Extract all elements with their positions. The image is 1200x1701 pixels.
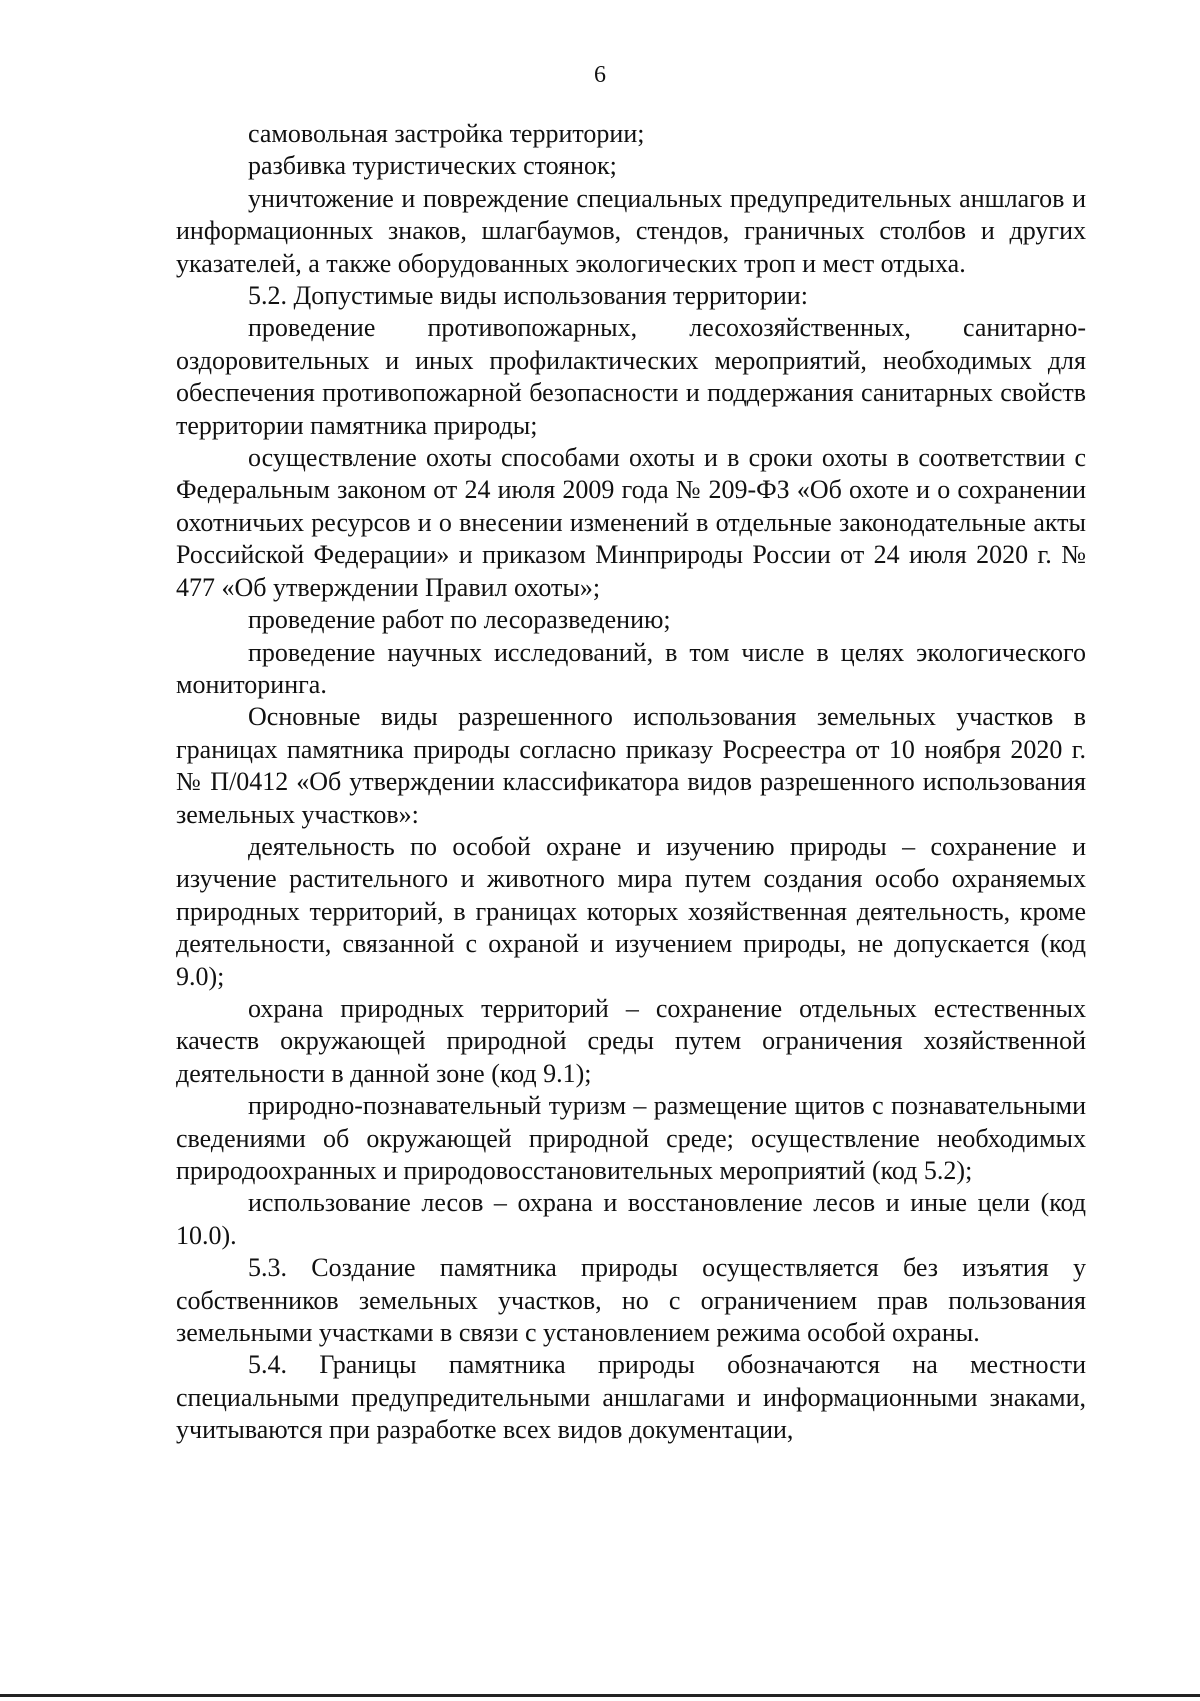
paragraph: охрана природных территорий – сохранение отдельных естественных качеств окружающей природной среды путем ограничения хозяйственной деятельности в данной зоне (код 9.1); bbox=[176, 993, 1086, 1088]
paragraph: проведение работ по лесоразведению; bbox=[248, 605, 671, 635]
scan-bottom-edge bbox=[0, 1694, 1200, 1697]
section-heading-5-2: 5.2. Допустимые виды использования территории: bbox=[248, 281, 808, 311]
paragraph: уничтожение и повреждение специальных предупредительных аншлагов и информационных знаков, шлагбаумов, стендов, граничных столбов и других указателей, а также оборудованных экологических троп и мест отдыха. bbox=[176, 183, 1086, 278]
paragraph: проведение противопожарных, лесохозяйственных, санитарно-оздоровительных и иных профилактических мероприятий, необходимых для обеспечения противопожарной безопасности и поддержания санитарных свойств территории памятника природы; bbox=[176, 313, 1086, 440]
paragraph: деятельность по особой охране и изучению природы – сохранение и изучение растительного и животного мира путем создания особо охраняемых природных территорий, в границах которых хозяйственная деятельность, кроме деятельности, связанной с охраной и изучением природы, не допускается (код 9.0); bbox=[176, 831, 1086, 991]
paragraph: использование лесов – охрана и восстановление лесов и иные цели (код 10.0). bbox=[176, 1188, 1086, 1250]
section-5-3: 5.3. Создание памятника природы осуществляется без изъятия у собственников земельных участков, но с ограничением прав пользования земельными участками в связи с установлением режима особой охраны. bbox=[176, 1253, 1086, 1348]
paragraph: Основные виды разрешенного использования земельных участков в границах памятника природы согласно приказу Росреестра от 10 ноября 2020 г. № П/0412 «Об утверждении классификатора видов разрешенного использования земельных участков»: bbox=[176, 702, 1086, 829]
page-number: 6 bbox=[594, 62, 606, 88]
paragraph: осуществление охоты способами охоты и в сроки охоты в соответствии с Федеральным законом от 24 июля 2009 года № 209-ФЗ «Об охоте и о сохранении охотничьих ресурсов и о внесении изменений в отдельные законодательные акты Российской Федерации» и приказом Минприроды России от 24 июля 2020 г. № 477 «Об утверждении Правил охоты»; bbox=[176, 443, 1086, 602]
paragraph: самовольная застройка территории; bbox=[248, 119, 645, 148]
paragraph: проведение научных исследований, в том числе в целях экологического мониторинга. bbox=[176, 637, 1086, 699]
section-5-4: 5.4. Границы памятника природы обозначаются на местности специальными предупредительными аншлагами и информационными знаками, учитываются при разработке всех видов документации, bbox=[176, 1350, 1086, 1445]
paragraph: разбивка туристических стоянок; bbox=[248, 151, 617, 181]
document-body bbox=[176, 118, 1086, 1447]
paragraph: природно-познавательный туризм – размещение щитов с познавательными сведениями об окружающей природной среде; осуществление необходимых природоохранных и природовосстановительных мероприятий (код 5.2); bbox=[176, 1091, 1086, 1185]
